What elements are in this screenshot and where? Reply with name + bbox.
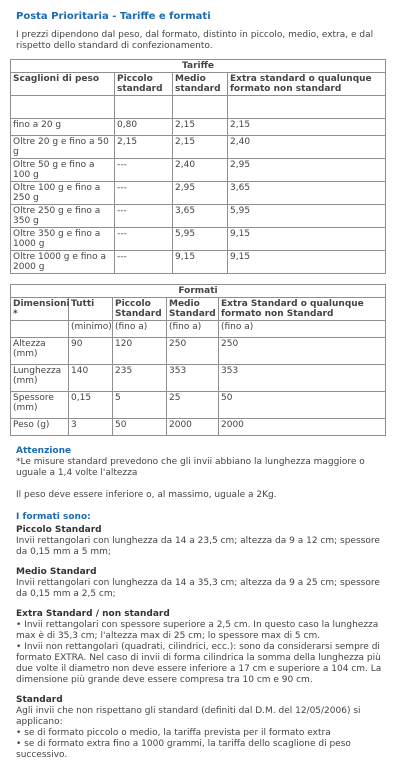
table-subheader-row xyxy=(11,321,386,338)
page-title: Posta Prioritaria - Tariffe e formati xyxy=(16,11,211,22)
table-cell: Altezza (mm) xyxy=(11,338,69,365)
extra-title: Extra Standard / non standard xyxy=(16,609,170,619)
table-header: Extra standard o qualunque formato non standard xyxy=(228,73,386,96)
table-cell: Oltre 50 g e fino a 100 g xyxy=(11,159,115,182)
attenzione-section xyxy=(16,446,392,501)
table-row xyxy=(11,159,386,182)
table-cell: 3,65 xyxy=(228,182,386,205)
table-row xyxy=(11,419,386,436)
table-cell: 2000 xyxy=(167,419,219,436)
table-header: Medio standard xyxy=(173,73,228,96)
table-cell: 2,15 xyxy=(115,136,173,159)
intro-text: I prezzi dipendono dal peso, dal formato, distinto in piccolo, medio, extra, e dal rispetto dello standard di confezionamento. xyxy=(16,30,374,51)
table-cell: 140 xyxy=(69,365,113,392)
table-cell: (minimo) xyxy=(69,321,113,338)
table-cell: 3 xyxy=(69,419,113,436)
table-cell: 9,15 xyxy=(228,251,386,274)
table-header: Tutti xyxy=(69,298,113,321)
table-cell: Oltre 20 g e fino a 50 g xyxy=(11,136,115,159)
table-cell: Spessore (mm) xyxy=(11,392,69,419)
table-header: Scaglioni di peso xyxy=(11,73,115,96)
table-row xyxy=(11,392,386,419)
table-cell: 353 xyxy=(219,365,386,392)
table-cell: 90 xyxy=(69,338,113,365)
table-cell: (fino a) xyxy=(167,321,219,338)
table-cell: 3,65 xyxy=(173,205,228,228)
medio-title: Medio Standard xyxy=(16,567,97,577)
attenzione-note: *Le misure standard prevedono che gli invii abbiano la lunghezza maggiore o uguale a 1,4 volte l'altezza xyxy=(16,457,365,478)
table-cell: (fino a) xyxy=(113,321,167,338)
table-cell: 353 xyxy=(167,365,219,392)
table-cell: 2,15 xyxy=(173,119,228,136)
table-header: Extra Standard o qualunque formato non Standard xyxy=(219,298,386,321)
table-cell: 5 xyxy=(113,392,167,419)
table-header: Dimensioni * xyxy=(11,298,69,321)
medio-text: Invii rettangolari con lunghezza da 14 a 35,3 cm; altezza da 9 a 25 cm; spessore da 0,15 mm a 2,5 cm; xyxy=(16,578,380,599)
table-row xyxy=(11,228,386,251)
table-cell: 120 xyxy=(113,338,167,365)
table-cell: 9,15 xyxy=(173,251,228,274)
table-cell: --- xyxy=(115,205,173,228)
table-cell: (fino a) xyxy=(219,321,386,338)
table-row xyxy=(11,136,386,159)
table-cell: 9,15 xyxy=(228,228,386,251)
table-cell: --- xyxy=(115,182,173,205)
table-cell: 5,95 xyxy=(228,205,386,228)
attenzione-weight-note: Il peso deve essere inferiore o, al massimo, uguale a 2Kg. xyxy=(16,490,277,500)
formati-sono-title: I formati sono: xyxy=(16,512,91,522)
table-cell: 0,15 xyxy=(69,392,113,419)
standard-bullet-2: • se di formato extra fino a 1000 grammi, la tariffa dello scaglione di peso successivo. xyxy=(16,739,351,760)
table-cell: 25 xyxy=(167,392,219,419)
standard-title: Standard xyxy=(16,695,63,705)
table-cell: Oltre 250 g e fino a 350 g xyxy=(11,205,115,228)
table-cell: Oltre 1000 g e fino a 2000 g xyxy=(11,251,115,274)
table-row xyxy=(11,365,386,392)
table-header: Medio Standard xyxy=(167,298,219,321)
table-cell: Oltre 350 g e fino a 1000 g xyxy=(11,228,115,251)
table-row xyxy=(11,251,386,274)
table-cell: Peso (g) xyxy=(11,419,69,436)
standard-bullet-1: • se di formato piccolo o medio, la tariffa prevista per il formato extra xyxy=(16,728,331,738)
table-spacer xyxy=(11,96,386,119)
table-cell: --- xyxy=(115,251,173,274)
table-cell: 2,40 xyxy=(228,136,386,159)
formati-sono-section xyxy=(16,512,392,761)
table-cell: fino a 20 g xyxy=(11,119,115,136)
table-cell: 235 xyxy=(113,365,167,392)
table-row xyxy=(11,182,386,205)
table-header: Piccolo Standard xyxy=(113,298,167,321)
table-cell: Lunghezza (mm) xyxy=(11,365,69,392)
table-header: Piccolo standard xyxy=(115,73,173,96)
table-cell xyxy=(11,321,69,338)
table-cell: 0,80 xyxy=(115,119,173,136)
table-cell: 2,95 xyxy=(228,159,386,182)
table-cell: --- xyxy=(115,228,173,251)
extra-bullet-1: • Invii rettangolari con spessore superiore a 2,5 cm. In questo caso la lunghezza max è di 35,3 cm; l'altezza max di 25 cm; lo spessore max di 5 cm. xyxy=(16,620,379,641)
table-cell: 2000 xyxy=(219,419,386,436)
table-cell: 2,15 xyxy=(228,119,386,136)
formati-table xyxy=(10,284,386,436)
piccolo-title: Piccolo Standard xyxy=(16,525,102,535)
table-cell: Oltre 100 g e fino a 250 g xyxy=(11,182,115,205)
formati-caption: Formati xyxy=(11,285,386,298)
table-cell: 2,15 xyxy=(173,136,228,159)
table-cell: 2,95 xyxy=(173,182,228,205)
attenzione-title: Attenzione xyxy=(16,446,72,456)
table-cell: 50 xyxy=(219,392,386,419)
table-cell: --- xyxy=(115,159,173,182)
table-cell: 5,95 xyxy=(173,228,228,251)
extra-bullet-2: • Invii non rettangolari (quadrati, cilindrici, ecc.): sono da considerarsi sempre di formato EXTRA. Nel caso di invii di forma cilindrica la somma della lunghezza più due volte il diametro non deve essere inferiore a 17 cm e superiore a 104 cm. La dimensione più grande deve essere compresa tra 10 cm e 90 cm. xyxy=(16,642,382,685)
piccolo-text: Invii rettangolari con lunghezza da 14 a 23,5 cm; altezza da 9 a 12 cm; spessore da 0,15 mm a 5 mm; xyxy=(16,536,380,557)
standard-text: Agli invii che non rispettano gli standard (definiti dal D.M. del 12/05/2006) si applicano: xyxy=(16,706,361,727)
table-cell: 50 xyxy=(113,419,167,436)
table-row xyxy=(11,119,386,136)
table-row xyxy=(11,205,386,228)
tariffe-table xyxy=(10,59,386,274)
table-cell: 250 xyxy=(167,338,219,365)
tariffe-caption: Tariffe xyxy=(11,60,386,73)
table-cell: 250 xyxy=(219,338,386,365)
table-row xyxy=(11,338,386,365)
table-cell: 2,40 xyxy=(173,159,228,182)
